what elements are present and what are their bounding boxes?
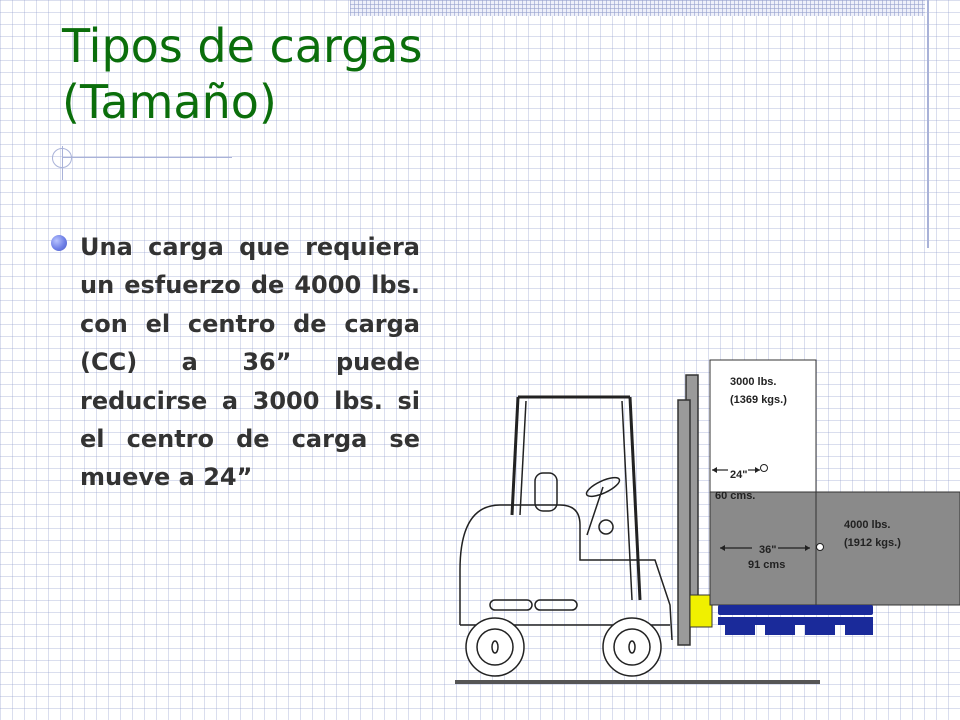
pallet	[718, 605, 873, 635]
upper-center-metric: 60 cms.	[715, 490, 756, 502]
right-decorative-rule	[927, 0, 929, 248]
fork-carriage	[690, 595, 712, 627]
bullet-paragraph: Una carga que requiera un esfuerzo de 4000 lbs. con el centro de carga (CC) a 36” puede reducirse a 3000 lbs. si el centro de carga se mueve a 24”	[80, 233, 420, 492]
header-decoration	[350, 0, 925, 16]
mast-front-rail	[678, 400, 690, 645]
forklift-illustration	[460, 397, 672, 676]
title-line-1: Tipos de cargas	[62, 19, 423, 73]
upper-center-imperial: 24"	[730, 469, 748, 481]
forklift-load-diagram	[440, 355, 901, 695]
upper-load-weight-kg: (1369 kgs.)	[730, 394, 787, 406]
upper-load-weight: 3000 lbs.	[730, 376, 777, 388]
lower-center-metric: 91 cms	[748, 559, 786, 571]
lower-load-weight-kg: (1912 kgs.)	[844, 537, 901, 549]
upper-center-of-gravity	[761, 465, 768, 472]
lower-center-of-gravity	[817, 544, 824, 551]
bullet-icon	[51, 235, 67, 251]
title-line-2: (Tamaño)	[62, 75, 277, 129]
slide-title	[62, 18, 422, 130]
title-underline	[62, 157, 232, 158]
lower-load-weight: 4000 lbs.	[844, 519, 891, 531]
lower-center-imperial: 36"	[759, 544, 777, 556]
crosshair-ornament	[52, 148, 72, 168]
